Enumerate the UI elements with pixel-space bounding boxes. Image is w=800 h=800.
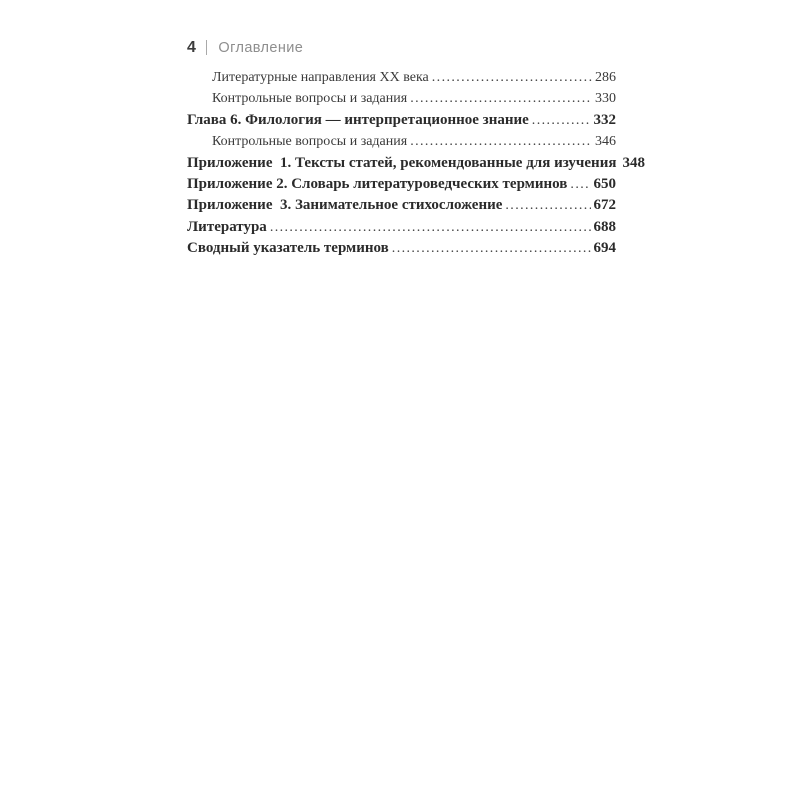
toc-entry bbox=[187, 174, 616, 195]
toc-entry-page: 672 bbox=[593, 197, 616, 214]
toc-entry bbox=[187, 153, 645, 174]
toc-entry-label: Глава 6. Филология — интерпретационное знание bbox=[187, 111, 529, 128]
dot-leader bbox=[270, 217, 591, 238]
toc-entry bbox=[187, 195, 616, 216]
toc-entry-label: Литературные направления XX века bbox=[212, 70, 429, 85]
toc-entry-page: 650 bbox=[593, 175, 616, 192]
toc-entry-page: 346 bbox=[595, 134, 616, 150]
page-number: 4 bbox=[187, 38, 197, 56]
header-divider bbox=[206, 40, 207, 55]
dot-leader bbox=[570, 174, 590, 195]
toc-entry-page: 332 bbox=[593, 111, 616, 128]
section-title: Оглавление bbox=[218, 39, 304, 56]
toc-entry-page: 330 bbox=[595, 91, 616, 107]
toc-entry bbox=[187, 88, 616, 109]
toc-entry-label: Приложение 3. Занимательное стихосложение bbox=[187, 197, 503, 214]
toc-entry-label: Литература bbox=[187, 218, 267, 235]
toc-content bbox=[187, 38, 645, 260]
toc-entry bbox=[187, 238, 616, 259]
toc-entry bbox=[187, 131, 616, 152]
dot-leader bbox=[410, 131, 592, 152]
toc-entry-label: Приложение 2. Словарь литературоведческих терминов bbox=[187, 175, 568, 192]
toc-list bbox=[187, 67, 645, 260]
toc-entry-page: 286 bbox=[595, 70, 616, 85]
toc-entry bbox=[187, 110, 616, 131]
toc-entry-label: Контрольные вопросы и задания bbox=[212, 91, 408, 107]
toc-entry bbox=[187, 67, 616, 88]
running-head bbox=[187, 39, 616, 56]
toc-entry-label: Сводный указатель терминов bbox=[187, 240, 389, 257]
dot-leader bbox=[410, 88, 592, 109]
toc-entry-label: Приложение 1. Тексты статей, рекомендованные для изучения bbox=[187, 154, 617, 171]
toc-entry-page: 688 bbox=[593, 218, 616, 235]
dot-leader bbox=[532, 110, 591, 131]
dot-leader bbox=[505, 195, 590, 216]
toc-entry bbox=[187, 217, 616, 238]
dot-leader bbox=[432, 67, 592, 88]
toc-entry-label: Контрольные вопросы и задания bbox=[212, 134, 408, 150]
toc-entry-page: 694 bbox=[593, 240, 616, 257]
dot-leader bbox=[392, 238, 591, 259]
toc-entry-page: 348 bbox=[622, 154, 645, 171]
